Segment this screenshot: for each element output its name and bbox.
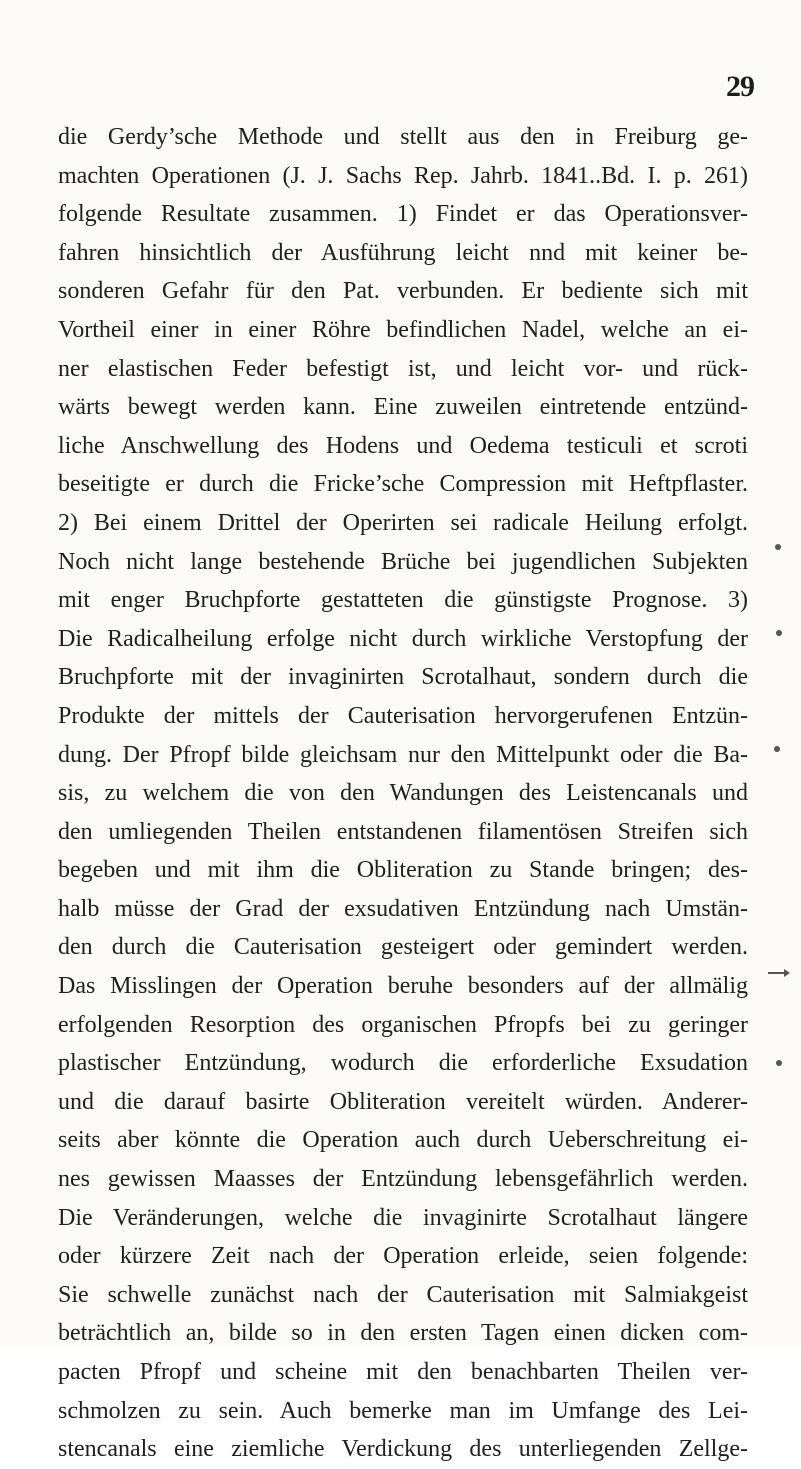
text-line: Das Misslingen der Operation beruhe besonders auf der allmälig xyxy=(58,973,748,1000)
text-line: oder kürzere Zeit nach der Operation erleide, seien folgende: xyxy=(58,1243,748,1270)
text-line: folgende Resultate zusammen. 1) Findet er das Operationsver- xyxy=(58,201,748,228)
text-line: liche Anschwellung des Hodens und Oedema testiculi et scroti xyxy=(58,432,748,459)
text-line: schmolzen zu sein. Auch bemerke man im Umfange des Lei- xyxy=(58,1397,748,1424)
text-line: und die darauf basirte Obliteration vereitelt würden. Anderer- xyxy=(58,1088,748,1115)
text-line: Die Radicalheilung erfolge nicht durch wirkliche Verstopfung der xyxy=(58,625,748,652)
text-line: Die Veränderungen, welche die invaginirte Scrotalhaut längere xyxy=(58,1204,748,1231)
text-line: Vortheil einer in einer Röhre befindlichen Nadel, welche an ei- xyxy=(58,316,748,343)
text-line: ner elastischen Feder befestigt ist, und leicht vor- und rück- xyxy=(58,355,748,382)
text-line: pacten Pfropf und scheine mit den benachbarten Theilen ver- xyxy=(58,1359,748,1385)
text-line: halb müsse der Grad der exsudativen Entzündung nach Umstän- xyxy=(58,895,748,922)
text-line: sonderen Gefahr für den Pat. verbunden. Er bediente sich mit xyxy=(58,278,748,305)
text-line: den umliegenden Theilen entstandenen filamentösen Streifen sich xyxy=(58,818,748,845)
text-line: Sie schwelle zunächst nach der Cauterisation mit Salmiakgeist xyxy=(58,1281,748,1308)
text-line: die Gerdy’sche Methode und stellt aus den in Freiburg ge- xyxy=(58,124,748,150)
text-line: nes gewissen Maasses der Entzündung lebensgefährlich werden. xyxy=(58,1166,748,1193)
text-line: dung. Der Pfropf bilde gleichsam nur den Mittelpunkt oder die Ba- xyxy=(58,741,748,768)
text-line: beträchtlich an, bilde so in den ersten Tagen einen dicken com- xyxy=(58,1320,748,1347)
margin-speck xyxy=(776,630,782,636)
margin-arrow-mark xyxy=(768,972,788,974)
page-number: 29 xyxy=(726,70,754,103)
text-line: stencanals eine ziemliche Verdickung des unterliegenden Zellge- xyxy=(58,1436,748,1463)
text-line: fahren hinsichtlich der Ausführung leicht nnd mit keiner be- xyxy=(58,239,748,266)
text-line: erfolgenden Resorption des organischen Pfropfs bei zu geringer xyxy=(58,1011,748,1038)
text-line: seits aber könnte die Operation auch durch Ueberschreitung ei- xyxy=(58,1127,748,1154)
margin-speck xyxy=(774,746,780,752)
margin-speck xyxy=(776,1060,782,1066)
margin-speck xyxy=(775,544,781,550)
text-line: plastischer Entzündung, wodurch die erforderliche Exsudation xyxy=(58,1050,748,1077)
text-line: 2) Bei einem Drittel der Operirten sei radicale Heilung erfolgt. xyxy=(58,509,748,536)
text-line: Bruchpforte mit der invaginirten Scrotalhaut, sondern durch die xyxy=(58,664,748,691)
text-line: sis, zu welchem die von den Wandungen des Leistencanals und xyxy=(58,780,748,807)
text-line: mit enger Bruchpforte gestatteten die günstigste Prognose. 3) xyxy=(58,587,748,614)
text-line: Produkte der mittels der Cauterisation hervorgerufenen Entzün- xyxy=(58,702,748,729)
text-line: machten Operationen (J. J. Sachs Rep. Jahrb. 1841..Bd. I. p. 261) xyxy=(58,162,748,189)
text-line: den durch die Cauterisation gesteigert oder gemindert werden. xyxy=(58,934,748,961)
text-line: beseitigte er durch die Fricke’sche Compression mit Heftpflaster. xyxy=(58,471,748,498)
text-line: wärts bewegt werden kann. Eine zuweilen eintretende entzünd- xyxy=(58,394,748,421)
body-text xyxy=(58,118,748,1469)
text-line: Noch nicht lange bestehende Brüche bei jugendlichen Subjekten xyxy=(58,548,748,575)
text-line: begeben und mit ihm die Obliteration zu Stande bringen; des- xyxy=(58,857,748,884)
